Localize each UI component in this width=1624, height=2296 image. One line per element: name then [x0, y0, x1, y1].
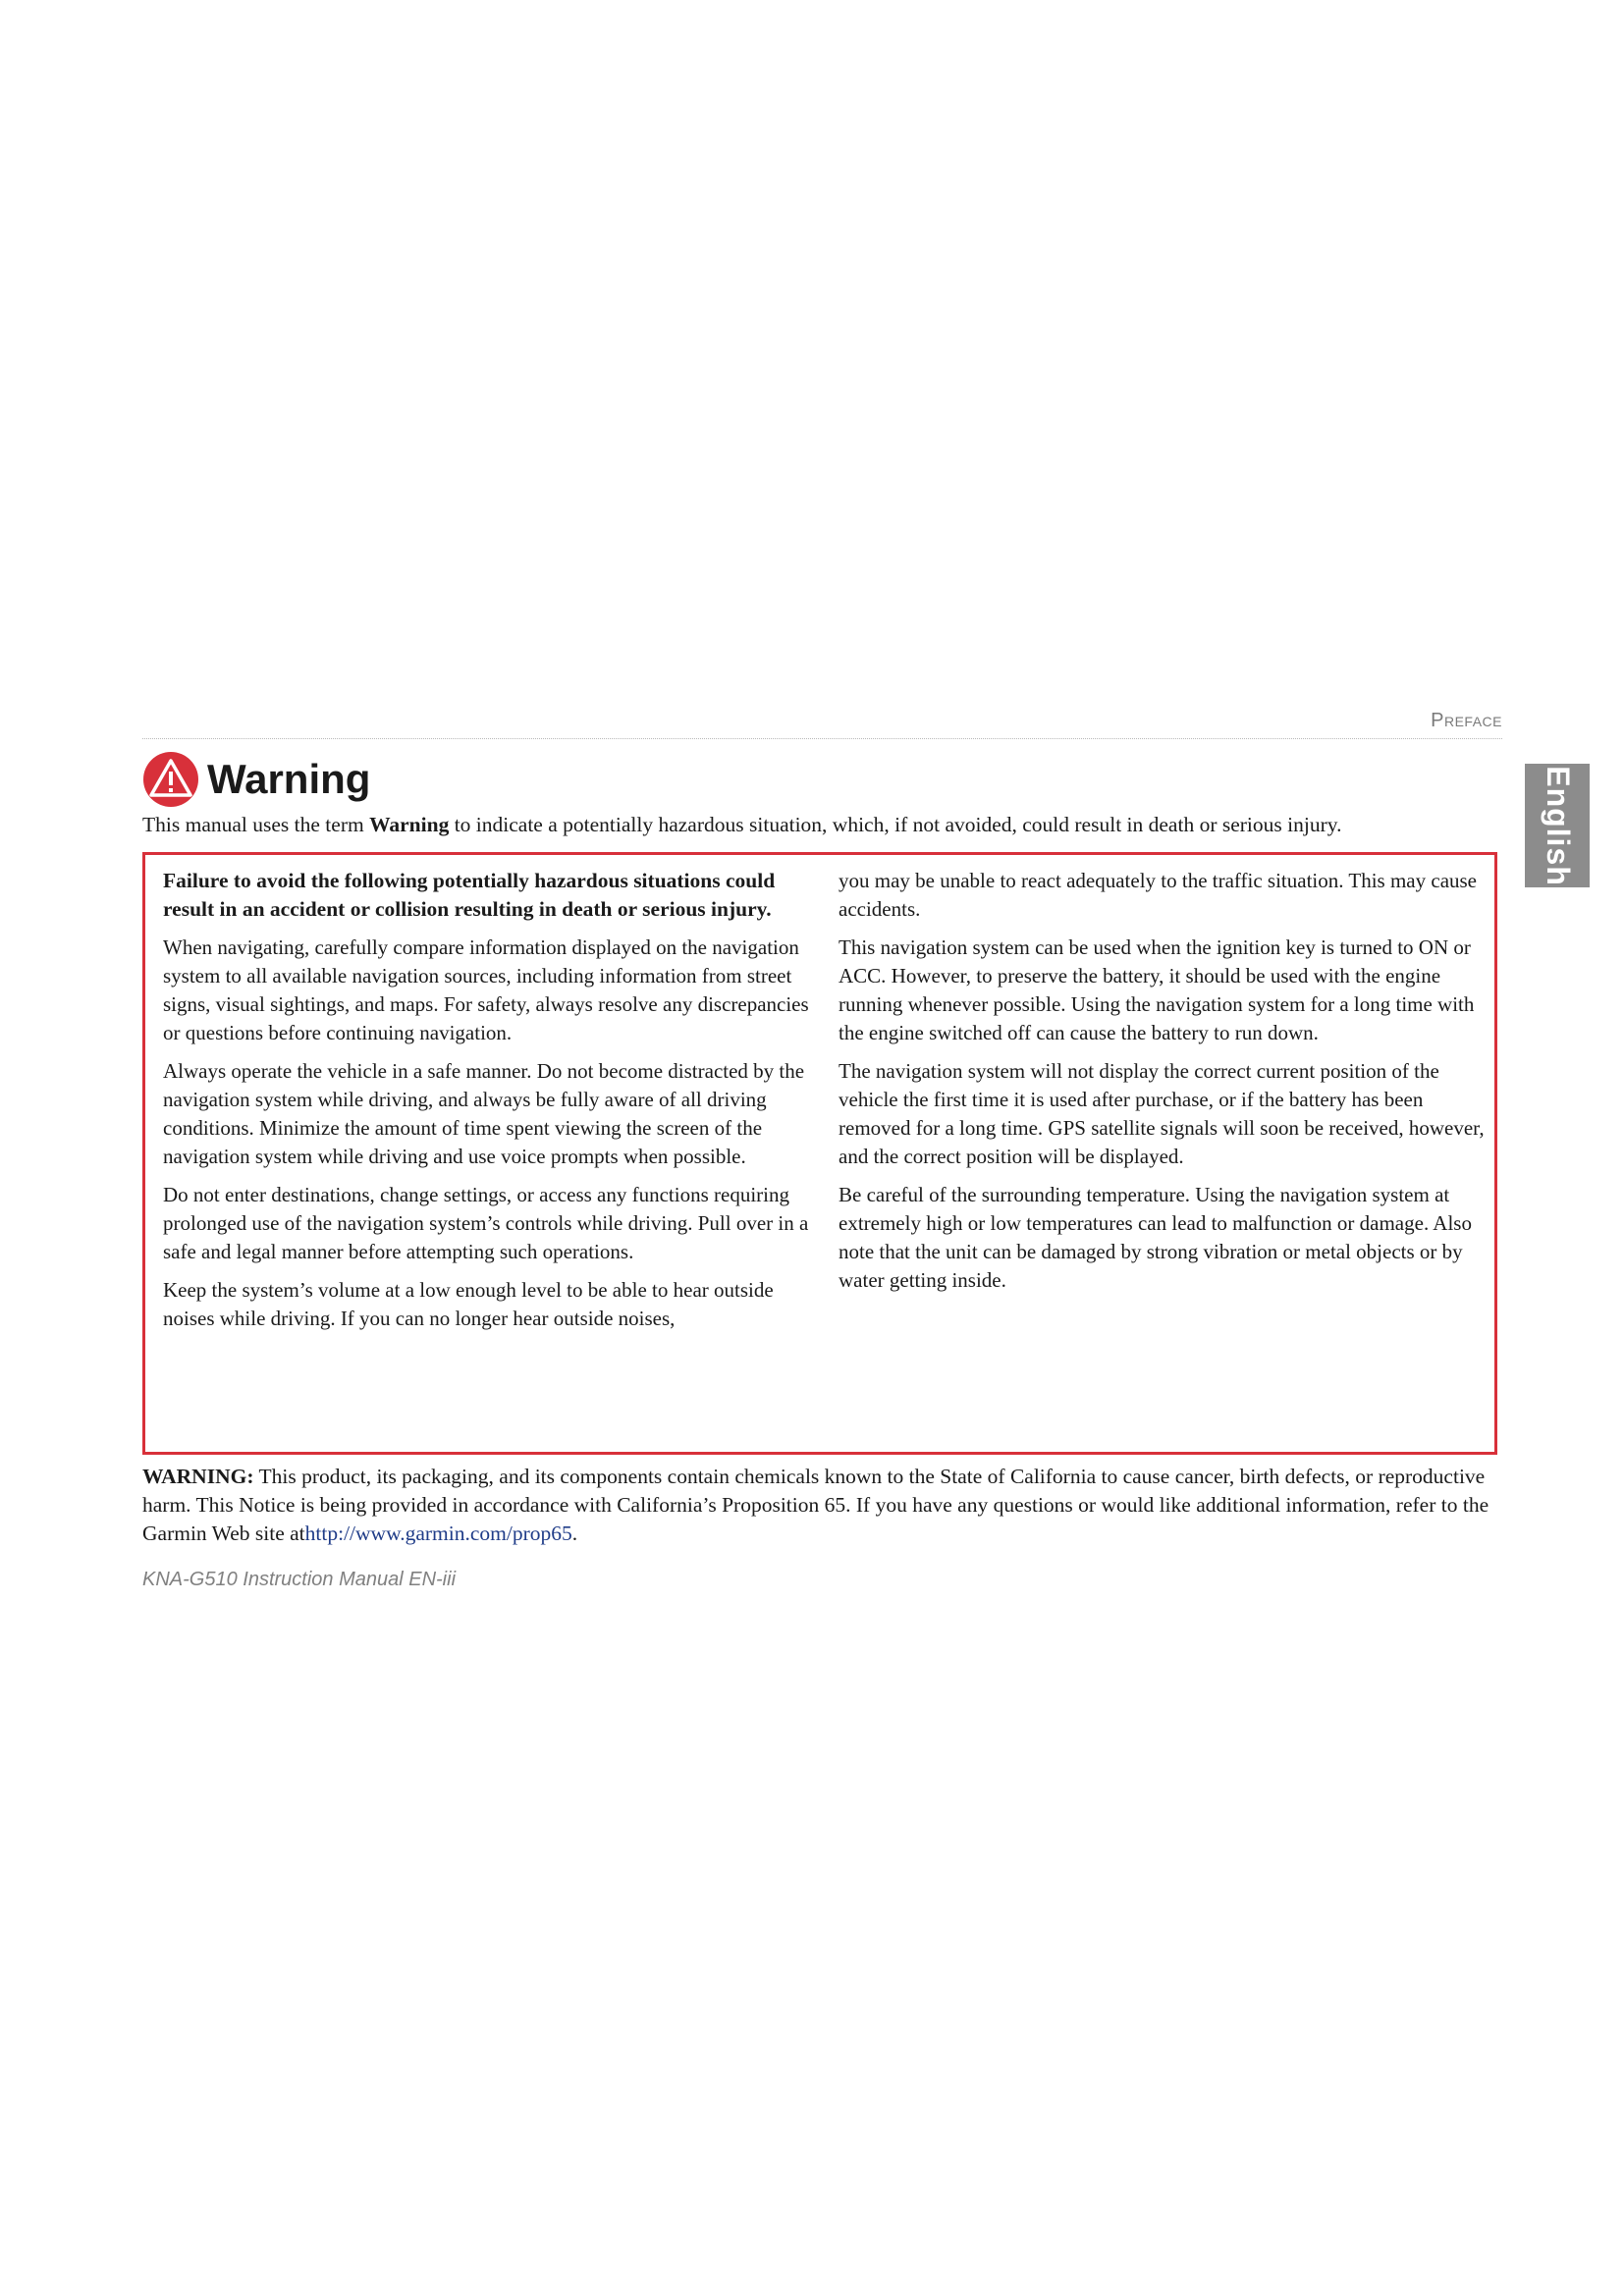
warning-left-column [163, 867, 811, 1343]
prop65-label: WARNING: [142, 1465, 254, 1488]
page-footer: KNA-G510 Instruction Manual EN-iii [142, 1569, 457, 1590]
warning-paragraph: Be careful of the surrounding temperature. Using the navigation system at extremely high or low temperatures can lead to malfunction or damage. Also note that the unit can be damaged by strong vibration or metal objects or by water getting inside. [839, 1183, 1472, 1292]
language-tab-label: English [1540, 765, 1576, 886]
prop65-notice [142, 1463, 1507, 1548]
warning-box [142, 852, 1497, 1455]
warning-right-column [839, 867, 1487, 1305]
intro-before: This manual uses the term [142, 813, 370, 836]
warning-paragraph: Always operate the vehicle in a safe manner. Do not become distracted by the navigation system while driving, and always be fully aware of all driving conditions. Minimize the amount of time spent viewing the screen of the navigation system while driving and use voice prompts when possible. [163, 1059, 805, 1168]
prop65-text: This product, its packaging, and its components contain chemicals known to the State of California to cause cancer, birth defects, or reproductive harm. This Notice is being provided in accordance with California’s Proposition 65. If you have any questions or would like additional information, refer to the Garmin Web site at [142, 1465, 1489, 1545]
intro-term: Warning [369, 813, 450, 836]
warning-heading [142, 750, 370, 809]
header-rule [142, 738, 1502, 739]
warning-paragraph: When navigating, carefully compare information displayed on the navigation system to all available navigation sources, including information from street signs, visual sightings, and maps. For safety, always resolve any discrepancies or questions before continuing navigation. [163, 935, 809, 1044]
warning-paragraph: Do not enter destinations, change settings, or access any functions requiring prolonged use of the navigation system’s controls while driving. Pull over in a safe and legal manner before attempting such operations. [163, 1183, 809, 1263]
language-tab [1525, 764, 1590, 887]
page-title: Warning [207, 756, 371, 802]
intro-text [142, 811, 1517, 839]
section-label: Preface [1431, 710, 1502, 731]
warning-paragraph: you may be unable to react adequately to the traffic situation. This may cause accidents. [839, 869, 1478, 921]
warning-paragraph: This navigation system can be used when the ignition key is turned to ON or ACC. However, to preserve the battery, it should be used with the engine running whenever possible. Using the navigation system for a long time with the engine switched off can cause the battery to run down. [839, 935, 1475, 1044]
intro-after: to indicate a potentially hazardous situation, which, if not avoided, could result in death or serious injury. [449, 813, 1342, 836]
warning-triangle-icon [142, 751, 199, 808]
warning-paragraph: The navigation system will not display the correct current position of the vehicle the first time it is used after purchase, or if the battery has been removed for a long time. GPS satellite signals will soon be received, however, and the correct position will be displayed. [839, 1059, 1485, 1168]
warning-paragraph: Keep the system’s volume at a low enough level to be able to hear outside noises while driving. If you can no longer hear outside noises, [163, 1278, 774, 1330]
warning-lead: Failure to avoid the following potentially hazardous situations could result in an accident or collision resulting in death or serious injury. [163, 869, 776, 921]
garmin-prop65-link[interactable]: http://www.garmin.com/prop65 [304, 1522, 572, 1545]
prop65-end: . [571, 1522, 578, 1545]
